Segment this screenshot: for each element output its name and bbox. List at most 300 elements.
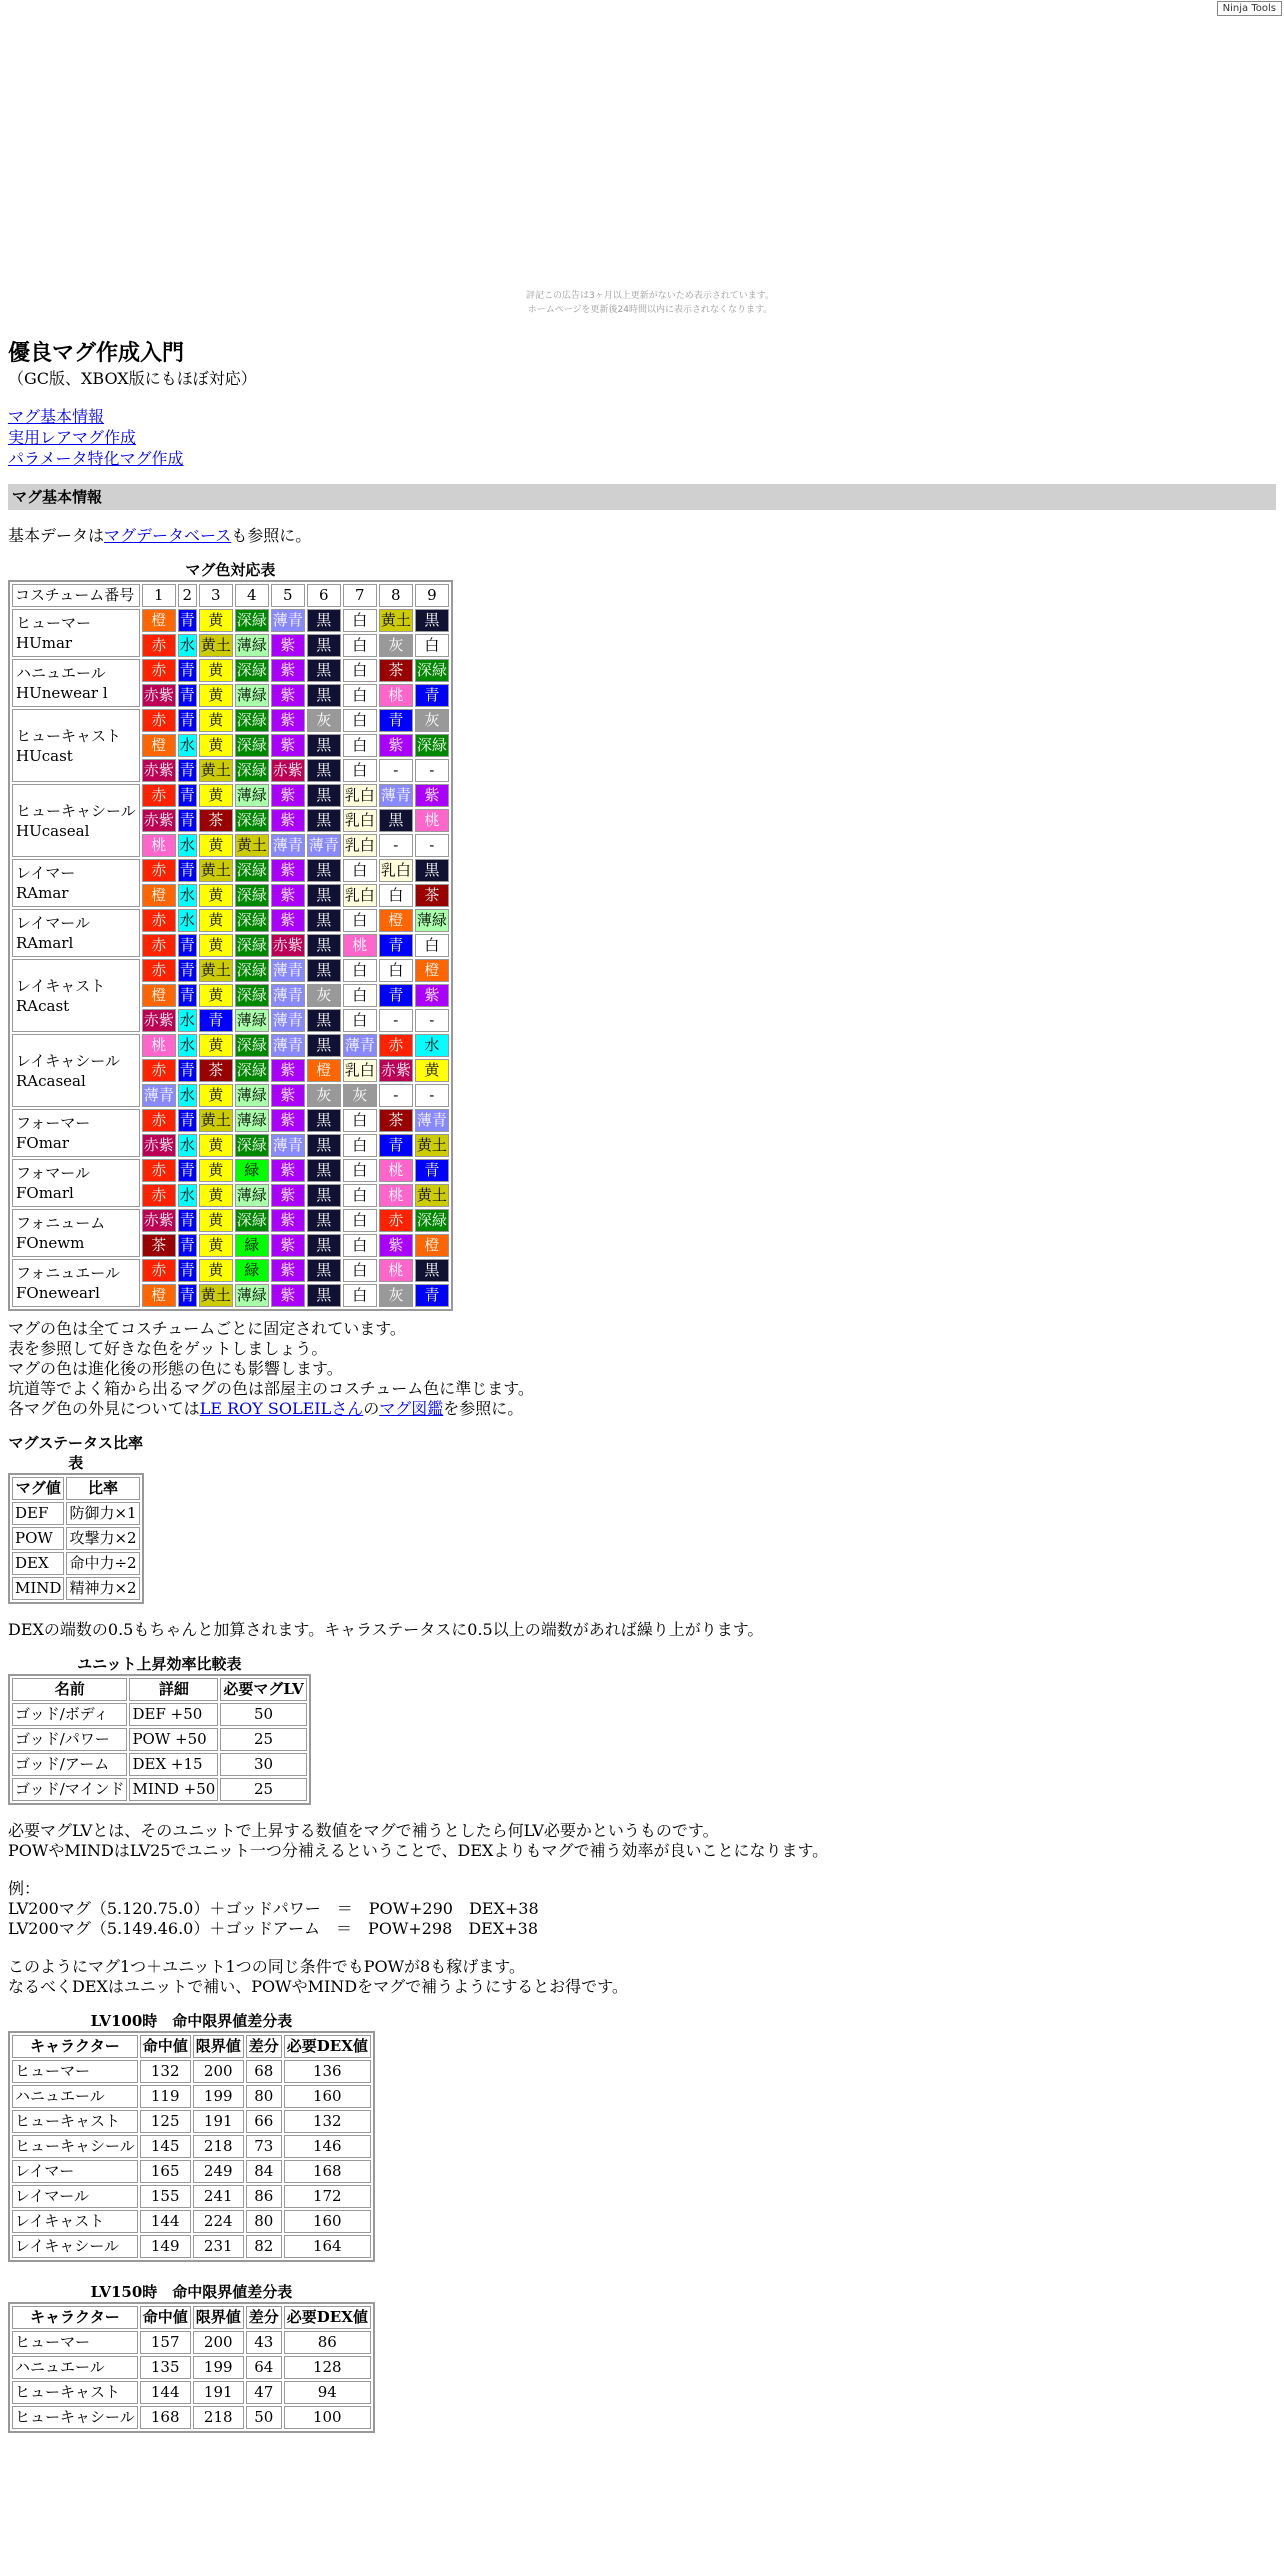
- table-cell: 199: [193, 2356, 244, 2379]
- table-cell: 80: [246, 2210, 282, 2233]
- mag-color-cell: 赤紫: [142, 1009, 176, 1032]
- column-header: 比率: [66, 1477, 139, 1500]
- mag-color-row: [12, 1109, 449, 1132]
- mag-color-cell: 薄緑: [235, 1109, 269, 1132]
- mag-color-cell: -: [415, 759, 449, 782]
- class-name: ハニュエール: [16, 664, 106, 682]
- mag-color-cell: 薄青: [271, 1134, 305, 1157]
- mag-color-cell: 赤: [142, 1059, 176, 1082]
- mag-color-cell: 青: [178, 934, 197, 957]
- mag-color-cell: 橙: [142, 1284, 176, 1307]
- ninja-tools-badge[interactable]: Ninja Tools: [1217, 1, 1282, 16]
- mag-color-cell: 青: [178, 609, 197, 632]
- mag-color-cell: 赤紫: [142, 809, 176, 832]
- table-row: [12, 2331, 371, 2354]
- mag-color-cell: 黄: [199, 1259, 233, 1282]
- mag-color-cell: 黄土: [199, 959, 233, 982]
- table-cell: 119: [140, 2085, 191, 2108]
- class-code: FOmarl: [16, 1184, 74, 1202]
- column-header: 差分: [246, 2035, 282, 2058]
- note-line: 坑道等でよく箱から出るマグの色は部屋主のコスチューム色に準じます。: [8, 1379, 534, 1398]
- table-row: [12, 2235, 371, 2258]
- nav-link-param[interactable]: パラメータ特化マグ作成: [8, 449, 184, 468]
- mag-color-cell: 水: [415, 1034, 449, 1057]
- table-cell: 25: [220, 1728, 306, 1751]
- mag-color-cell: 黄: [199, 734, 233, 757]
- nav-link-rare[interactable]: 実用レアマグ作成: [8, 428, 137, 447]
- mag-color-cell: 青: [379, 934, 413, 957]
- mag-color-cell: 黒: [415, 859, 449, 882]
- mag-color-cell: 黒: [307, 934, 341, 957]
- table-cell: 50: [220, 1703, 306, 1726]
- mag-color-cell: 紫: [271, 1209, 305, 1232]
- table-cell: レイキャシール: [12, 2235, 138, 2258]
- dex-note: DEXの端数の0.5もちゃんと加算されます。キャラステータスに0.5以上の端数があれば繰り上がります。: [8, 1620, 764, 1639]
- mag-color-cell: 深緑: [235, 859, 269, 882]
- table-row: [12, 2160, 371, 2183]
- mag-color-cell: 青: [178, 1109, 197, 1132]
- mag-color-cell: 薄緑: [235, 1284, 269, 1307]
- mag-color-cell: 乳白: [343, 834, 377, 857]
- mag-color-cell: 紫: [271, 1109, 305, 1132]
- table-cell: ゴッド/マインド: [12, 1778, 127, 1801]
- table-row: [12, 2381, 371, 2404]
- mag-color-cell: 紫: [415, 784, 449, 807]
- table-cell: 144: [140, 2381, 191, 2404]
- mag-color-cell: 深緑: [415, 734, 449, 757]
- mag-color-cell: 黄: [415, 1059, 449, 1082]
- table-cell: ヒューキャシール: [12, 2135, 138, 2158]
- mag-color-cell: 黒: [307, 1159, 341, 1182]
- mag-color-cell: 黒: [307, 1234, 341, 1257]
- mag-color-cell: 赤: [142, 1109, 176, 1132]
- mag-color-cell: 白: [343, 1184, 377, 1207]
- costume-number-cell: 6: [307, 584, 341, 607]
- le-roy-soleil-link[interactable]: LE ROY SOLEILさん: [199, 1399, 364, 1418]
- class-name-cell: [12, 1259, 140, 1307]
- table-cell: レイキャスト: [12, 2210, 138, 2233]
- mag-color-cell: 橙: [142, 609, 176, 632]
- column-header: 必要DEX値: [284, 2035, 371, 2058]
- mag-color-cell: 黒: [307, 684, 341, 707]
- mag-color-cell: 黄: [199, 984, 233, 1007]
- mag-color-cell: 薄青: [415, 1109, 449, 1132]
- table-cell: ヒューキャスト: [12, 2381, 138, 2404]
- class-name: レイマール: [16, 914, 90, 932]
- class-code: RAcast: [16, 996, 70, 1015]
- mag-color-cell: 黒: [307, 1284, 341, 1307]
- mag-color-cell: 黄: [199, 1234, 233, 1257]
- column-header: 命中値: [140, 2035, 191, 2058]
- table-cell: 231: [193, 2235, 244, 2258]
- table-cell: MIND +50: [129, 1778, 218, 1801]
- unit-notes: [8, 1821, 1276, 1861]
- mag-color-cell: 茶: [379, 1109, 413, 1132]
- mag-color-cell: 黒: [307, 1134, 341, 1157]
- table-cell: 218: [193, 2406, 244, 2429]
- ad-notice-line2: ホームページを更新後24時間以内に表示されなくなります。: [527, 305, 773, 315]
- table-cell: 30: [220, 1753, 306, 1776]
- mag-color-cell: 青: [178, 759, 197, 782]
- table-cell: ヒューキャシール: [12, 2406, 138, 2429]
- mag-color-row: [12, 959, 449, 982]
- mag-color-cell: 黄: [199, 1184, 233, 1207]
- mag-color-cell: 薄青: [307, 834, 341, 857]
- mag-color-cell: 白: [343, 1209, 377, 1232]
- table-header-row: [12, 2035, 371, 2058]
- mag-color-cell: 薄青: [343, 1034, 377, 1057]
- nav-links: [8, 406, 1276, 469]
- mag-color-cell: 黒: [307, 809, 341, 832]
- table-cell: 136: [284, 2060, 371, 2083]
- column-header: キャラクター: [12, 2035, 138, 2058]
- table-header-row: [12, 2306, 371, 2329]
- mag-color-cell: 桃: [142, 1034, 176, 1057]
- class-name: フォーマー: [16, 1114, 91, 1132]
- mag-color-cell: 赤: [142, 909, 176, 932]
- mag-color-cell: 水: [178, 834, 197, 857]
- column-header: 必要マグLV: [220, 1678, 306, 1701]
- page-subtitle: （GC版、XBOX版にもほぼ対応）: [8, 369, 257, 388]
- mag-color-cell: 紫: [271, 1234, 305, 1257]
- section-heading: マグ基本情報: [8, 484, 1276, 510]
- mag-color-cell: 茶: [415, 884, 449, 907]
- table-row: [12, 1753, 307, 1776]
- table-cell: 125: [140, 2110, 191, 2133]
- class-name-cell: [12, 609, 140, 657]
- lv100-accuracy-table: [8, 2009, 375, 2262]
- column-header: 必要DEX値: [284, 2306, 371, 2329]
- mag-zukan-link[interactable]: マグ図鑑: [379, 1399, 444, 1418]
- note-line: 必要マグLVとは、そのユニットで上昇する数値をマグで補うとしたら何LV必要かというものです。: [8, 1821, 719, 1840]
- mag-color-cell: 白: [343, 1284, 377, 1307]
- mag-color-cell: 橙: [142, 984, 176, 1007]
- table-cell: 144: [140, 2210, 191, 2233]
- mag-color-cell: 深緑: [415, 659, 449, 682]
- table-cell: 132: [284, 2110, 371, 2133]
- mag-color-cell: 黄: [199, 834, 233, 857]
- mag-color-cell: 薄青: [271, 984, 305, 1007]
- table-cell: DEX: [12, 1552, 64, 1575]
- table-cell: ハニュエール: [12, 2356, 138, 2379]
- mag-color-cell: 黄土: [415, 1134, 449, 1157]
- mag-color-cell: 赤紫: [142, 684, 176, 707]
- mag-color-cell: 赤: [142, 1159, 176, 1182]
- mag-color-cell: 橙: [415, 1234, 449, 1257]
- mag-color-cell: 黄: [199, 1034, 233, 1057]
- mag-color-cell: 黒: [307, 784, 341, 807]
- mag-color-cell: 黄土: [199, 1284, 233, 1307]
- table-cell: POW: [12, 1527, 64, 1550]
- table-cell: 43: [246, 2331, 282, 2354]
- mag-color-cell: 赤紫: [271, 934, 305, 957]
- mag-color-cell: 深緑: [235, 1059, 269, 1082]
- mag-color-cell: 深緑: [235, 1134, 269, 1157]
- mag-color-row: [12, 1209, 449, 1232]
- table-row: [12, 1703, 307, 1726]
- table-cell: 218: [193, 2135, 244, 2158]
- mag-color-cell: 橙: [415, 959, 449, 982]
- mag-color-cell: 紫: [271, 859, 305, 882]
- mag-color-cell: 桃: [379, 684, 413, 707]
- note-line: マグの色は進化後の形態の色にも影響します。: [8, 1359, 343, 1378]
- mag-color-cell: 白: [343, 984, 377, 1007]
- table-row: [12, 2210, 371, 2233]
- mag-color-cell: 青: [178, 1234, 197, 1257]
- note-line: [8, 1399, 1276, 1419]
- status-ratio-table: [8, 1431, 144, 1604]
- mag-color-cell: 白: [343, 1009, 377, 1032]
- mag-color-cell: 紫: [271, 1259, 305, 1282]
- mag-color-cell: 灰: [379, 1284, 413, 1307]
- mag-color-cell: 黄: [199, 909, 233, 932]
- mag-color-cell: 紫: [271, 684, 305, 707]
- table-cell: DEF +50: [129, 1703, 218, 1726]
- mag-color-cell: 深緑: [235, 809, 269, 832]
- table-cell: DEX +15: [129, 1753, 218, 1776]
- table-cell: ゴッド/アーム: [12, 1753, 127, 1776]
- mag-color-cell: 黄: [199, 934, 233, 957]
- table-cell: 50: [246, 2406, 282, 2429]
- lv150-table-caption: LV150時 命中限界値差分表: [90, 2283, 293, 2301]
- mag-color-cell: 白: [343, 1234, 377, 1257]
- costume-number-cell: 5: [271, 584, 305, 607]
- class-code: RAmar: [16, 884, 69, 902]
- mag-color-cell: -: [379, 759, 413, 782]
- mag-color-cell: 黄: [199, 884, 233, 907]
- column-header: 限界値: [193, 2306, 244, 2329]
- mag-color-cell: 紫: [271, 884, 305, 907]
- example-line: LV200マグ（5.149.46.0）＋ゴッドアーム ＝ POW+298 DEX+38: [8, 1919, 538, 1938]
- intro-text: [8, 526, 1276, 546]
- mag-color-cell: 黒: [307, 884, 341, 907]
- mag-color-row: [12, 609, 449, 632]
- table-cell: 73: [246, 2135, 282, 2158]
- mag-color-cell: 薄青: [142, 1084, 176, 1107]
- mag-color-cell: 紫: [271, 909, 305, 932]
- mag-color-cell: 黄土: [199, 1109, 233, 1132]
- mag-color-cell: 茶: [142, 1234, 176, 1257]
- mag-color-cell: 乳白: [343, 884, 377, 907]
- mag-color-cell: 白: [343, 859, 377, 882]
- mag-color-cell: 黄: [199, 709, 233, 732]
- mag-color-cell: 赤: [142, 634, 176, 657]
- table-cell: 168: [284, 2160, 371, 2183]
- class-code: HUcast: [16, 746, 73, 765]
- class-code: HUmar: [16, 634, 73, 652]
- mag-color-cell: 黒: [307, 1184, 341, 1207]
- mag-color-cell: 水: [178, 734, 197, 757]
- table-cell: 64: [246, 2356, 282, 2379]
- mag-color-cell: 白: [343, 1134, 377, 1157]
- mag-color-cell: 薄緑: [235, 1009, 269, 1032]
- table-cell: 132: [140, 2060, 191, 2083]
- mag-color-cell: 黒: [307, 1259, 341, 1282]
- class-name-cell: [12, 909, 140, 957]
- ad-notice: [500, 289, 800, 317]
- page-title: 優良マグ作成入門: [8, 340, 185, 366]
- mag-color-cell: 青: [178, 1209, 197, 1232]
- table-cell: ヒューマー: [12, 2331, 138, 2354]
- table-cell: レイマール: [12, 2185, 138, 2208]
- table-cell: レイマー: [12, 2160, 138, 2183]
- mag-color-cell: 橙: [307, 1059, 341, 1082]
- mag-color-row: [12, 1259, 449, 1282]
- status-table-caption: マグステータス比率表: [8, 1434, 144, 1472]
- mag-color-row: [12, 709, 449, 732]
- table-cell: 80: [246, 2085, 282, 2108]
- mag-color-cell: 薄緑: [235, 634, 269, 657]
- class-code: HUnewear l: [16, 684, 108, 702]
- class-name-cell: [12, 859, 140, 907]
- mag-database-link[interactable]: マグデータベース: [104, 526, 232, 545]
- mag-color-cell: 赤: [142, 959, 176, 982]
- example-notes: [8, 1957, 1276, 1997]
- mag-color-cell: -: [379, 1084, 413, 1107]
- table-cell: 47: [246, 2381, 282, 2404]
- table-cell: 145: [140, 2135, 191, 2158]
- mag-color-cell: 深緑: [235, 734, 269, 757]
- class-code: RAmarl: [16, 934, 74, 952]
- mag-color-cell: 深緑: [235, 759, 269, 782]
- mag-color-cell: 白: [343, 959, 377, 982]
- page-content: [8, 338, 1276, 2433]
- mag-color-cell: 灰: [307, 1084, 341, 1107]
- table-cell: ゴッド/パワー: [12, 1728, 127, 1751]
- table-header-row: [12, 1678, 307, 1701]
- table-cell: 命中力÷2: [66, 1552, 139, 1575]
- mag-color-cell: 黄: [199, 659, 233, 682]
- class-name-cell: [12, 1159, 140, 1207]
- mag-color-cell: 黒: [415, 1259, 449, 1282]
- class-name-cell: [12, 1034, 140, 1107]
- ad-notice-line1: 評記この広告は3ヶ月以上更新がないため表示されています。: [525, 291, 774, 301]
- mag-color-cell: 白: [379, 959, 413, 982]
- table-cell: MIND: [12, 1577, 64, 1600]
- mag-color-cell: 赤: [379, 1034, 413, 1057]
- mag-color-table: [8, 558, 453, 1311]
- mag-color-cell: 薄緑: [235, 1084, 269, 1107]
- table-row: [12, 1502, 140, 1525]
- class-name-cell: [12, 1209, 140, 1257]
- class-code: FOnewearl: [16, 1284, 100, 1302]
- mag-color-cell: 橙: [142, 734, 176, 757]
- mag-color-cell: 桃: [343, 934, 377, 957]
- mag-color-cell: 青: [178, 684, 197, 707]
- mag-color-cell: 黄: [199, 784, 233, 807]
- table-cell: 191: [193, 2381, 244, 2404]
- mag-color-cell: 白: [415, 934, 449, 957]
- mag-color-cell: 桃: [142, 834, 176, 857]
- color-notes: [8, 1319, 1276, 1419]
- mag-color-row: [12, 909, 449, 932]
- mag-color-cell: 黒: [307, 609, 341, 632]
- mag-color-cell: 白: [343, 759, 377, 782]
- table-row: [12, 2135, 371, 2158]
- table-cell: 191: [193, 2110, 244, 2133]
- mag-color-cell: 黒: [307, 659, 341, 682]
- mag-color-cell: 薄緑: [235, 1184, 269, 1207]
- mag-color-cell: 黒: [307, 634, 341, 657]
- mag-color-cell: -: [415, 1009, 449, 1032]
- table-cell: 241: [193, 2185, 244, 2208]
- mag-color-cell: 白: [343, 1109, 377, 1132]
- mag-color-cell: 白: [343, 709, 377, 732]
- intro-prefix: 基本データは: [8, 526, 105, 545]
- table-cell: DEF: [12, 1502, 64, 1525]
- table-row: [12, 1728, 307, 1751]
- table-cell: 155: [140, 2185, 191, 2208]
- mag-color-cell: 薄緑: [415, 909, 449, 932]
- nav-link-basic[interactable]: マグ基本情報: [8, 407, 105, 426]
- table-cell: 199: [193, 2085, 244, 2108]
- mag-color-cell: 赤: [142, 659, 176, 682]
- example-line: LV200マグ（5.120.75.0）＋ゴッドパワー ＝ POW+290 DEX+38: [8, 1899, 539, 1918]
- mag-color-cell: 深緑: [235, 934, 269, 957]
- class-code: FOmar: [16, 1134, 70, 1152]
- table-cell: 82: [246, 2235, 282, 2258]
- mag-color-cell: 白: [343, 659, 377, 682]
- class-name: レイマー: [16, 864, 76, 882]
- mag-color-cell: 薄青: [271, 834, 305, 857]
- mag-color-cell: 黄: [199, 1209, 233, 1232]
- mag-color-cell: 青: [178, 959, 197, 982]
- mag-color-cell: 乳白: [379, 859, 413, 882]
- table-row: [12, 2085, 371, 2108]
- mag-color-cell: -: [379, 834, 413, 857]
- table-cell: 攻撃力×2: [66, 1527, 139, 1550]
- mag-color-cell: 黄: [199, 1159, 233, 1182]
- table-cell: 200: [193, 2331, 244, 2354]
- costume-number-cell: 9: [415, 584, 449, 607]
- mag-color-row: [12, 859, 449, 882]
- column-header: 名前: [12, 1678, 127, 1701]
- lv100-table-caption: LV100時 命中限界値差分表: [90, 2012, 293, 2030]
- class-name-cell: [12, 709, 140, 782]
- mag-color-cell: 黒: [307, 1209, 341, 1232]
- mag-color-cell: 紫: [271, 634, 305, 657]
- costume-number-cell: 7: [343, 584, 377, 607]
- mag-color-cell: 赤: [379, 1209, 413, 1232]
- mag-color-cell: 青: [415, 1284, 449, 1307]
- mag-color-cell: 赤: [142, 934, 176, 957]
- intro-suffix: も参照に。: [231, 526, 312, 545]
- mag-color-cell: 赤紫: [142, 1134, 176, 1157]
- costume-number-cell: 8: [379, 584, 413, 607]
- class-code: FOnewm: [16, 1234, 85, 1252]
- mag-color-cell: 黒: [307, 1034, 341, 1057]
- mag-color-cell: 赤: [142, 1259, 176, 1282]
- mag-color-row: [12, 659, 449, 682]
- table-cell: 249: [193, 2160, 244, 2183]
- mag-color-cell: 青: [415, 1159, 449, 1182]
- table-cell: 25: [220, 1778, 306, 1801]
- mag-color-cell: 白: [343, 909, 377, 932]
- mag-color-cell: 桃: [379, 1259, 413, 1282]
- table-cell: ハニュエール: [12, 2085, 138, 2108]
- column-header: 差分: [246, 2306, 282, 2329]
- class-name: ヒューマー: [16, 614, 92, 632]
- table-row: [12, 1778, 307, 1801]
- mag-color-cell: 薄青: [271, 1009, 305, 1032]
- table-row: [12, 2060, 371, 2083]
- mag-color-cell: 水: [178, 1084, 197, 1107]
- mag-color-cell: 青: [178, 1259, 197, 1282]
- class-name: フォニュエール: [16, 1264, 120, 1282]
- mag-color-cell: 紫: [271, 1184, 305, 1207]
- note-line: POWやMINDはLV25でユニット一つ分補えるということで、DEXよりもマグで補う効率が良いことになります。: [8, 1841, 829, 1860]
- mag-color-cell: 黒: [307, 1009, 341, 1032]
